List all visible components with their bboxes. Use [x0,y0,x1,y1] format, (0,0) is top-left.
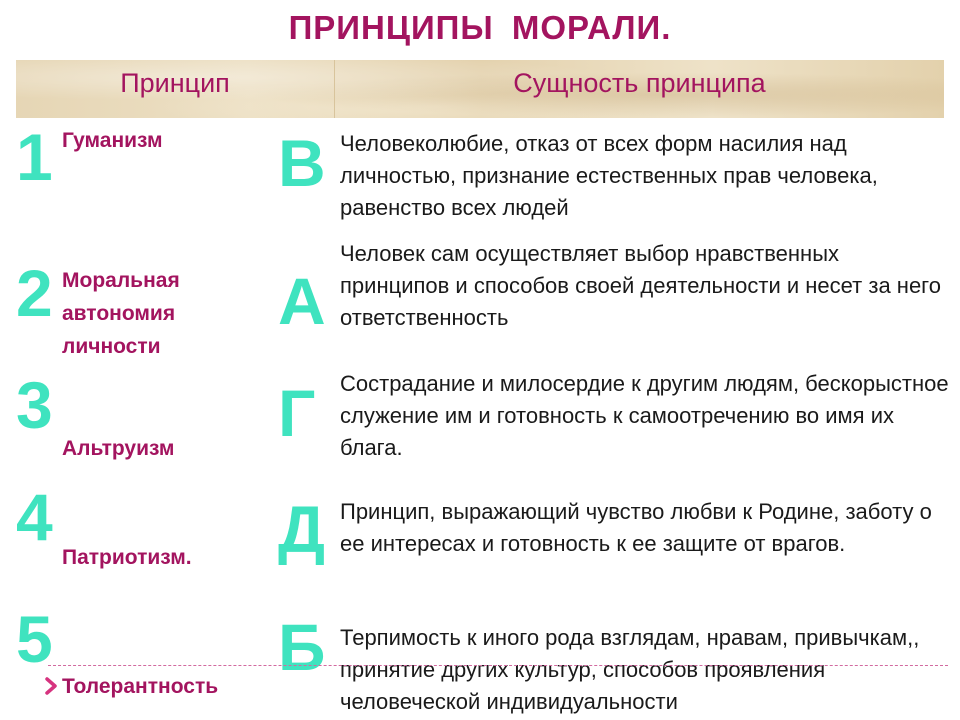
header-principle: Принцип [120,68,230,98]
arrow-right-icon [43,677,61,695]
principle-moral-autonomy: Моральная автономия личности [62,269,180,358]
row-number-4: 4 [16,480,53,554]
page-title: ПРИНЦИПЫ МОРАЛИ. [288,9,672,46]
answer-letter-3: Г [278,376,316,450]
header-essence: Сущность принципа [513,68,766,98]
row-number-1: 1 [16,120,53,194]
description-5: Терпимость к иного рода взглядам, нравам, привычкам,, принятие других культур, способов проявления человеческой индивидуальности [340,625,920,714]
principle-altruism: Альтруизм [62,437,175,460]
table-header [16,60,944,118]
principle-humanism: Гуманизм [62,129,163,152]
answer-letter-4: Д [278,492,326,566]
principle-patriotism: Патриотизм. [62,546,192,569]
answer-letter-5: Б [278,610,326,684]
row-number-5: 5 [16,602,53,676]
dashed-divider [48,665,948,666]
answer-letter-1: В [278,126,326,200]
row-number-2: 2 [16,256,53,330]
answer-letter-2: А [278,264,326,338]
description-1: Человеколюбие, отказ от всех форм насилия над личностью, признание естественных прав человека, равенство всех людей [340,131,878,220]
principle-tolerance: Толерантность [62,675,219,698]
description-3: Сострадание и милосердие к другим людям, бескорыстное служение им и готовность к самоотречению во имя их блага. [340,371,949,460]
row-number-3: 3 [16,368,53,442]
description-2: Человек сам осуществляет выбор нравственных принципов и способов своей деятельности и несет за него ответственность [340,241,941,330]
description-4: Принцип, выражающий чувство любви к Родине, заботу о ее интересах и готовность к ее защите от врагов. [340,499,932,556]
